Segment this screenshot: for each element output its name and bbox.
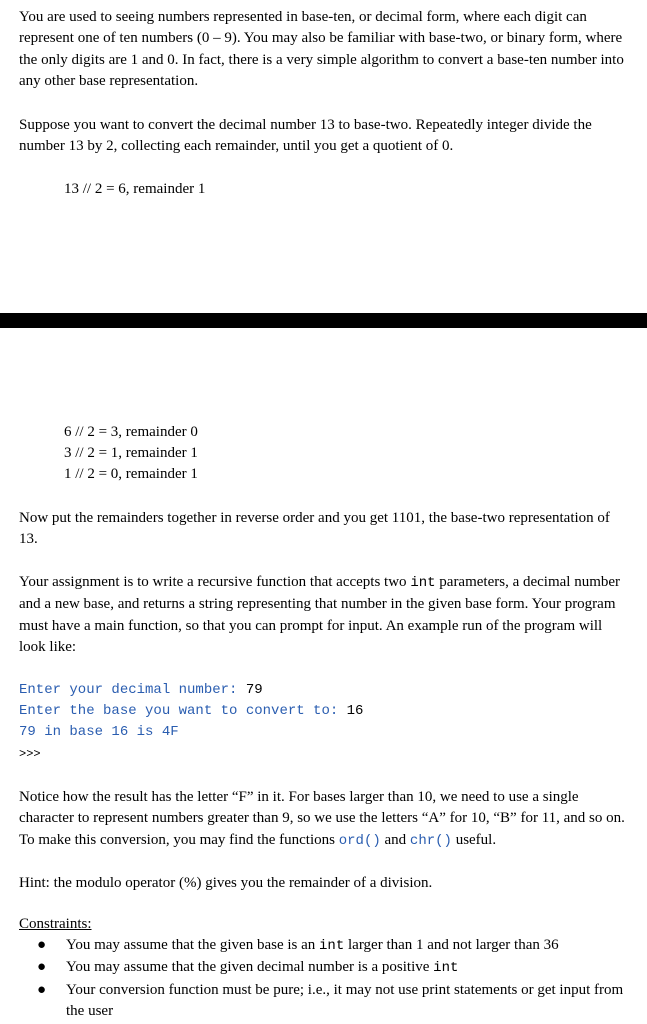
calc-step-2: 6 // 2 = 3, remainder 0: [64, 424, 198, 440]
sample-input-2: 16: [346, 703, 364, 719]
assignment-paragraph: [19, 572, 631, 659]
constraints-heading: Constraints:: [19, 916, 92, 932]
constraint-text-a: You may assume that the given decimal number is a positive: [66, 959, 434, 976]
constraint-item: [19, 935, 631, 957]
chr-function: chr(): [409, 832, 452, 849]
calc-step-3: 3 // 2 = 1, remainder 1: [64, 445, 198, 461]
example-paragraph: Suppose you want to convert the decimal number 13 to base-two. Repeatedly integer divide the number 13 by 2, collecting each remainder, until you get a quotient of 0.: [19, 117, 592, 155]
constraints-list: [19, 935, 631, 1023]
hint-paragraph: Hint: the modulo operator (%) gives you the remainder of a division.: [19, 875, 433, 891]
page-break-bar: [0, 313, 647, 328]
intro-paragraph: You are used to seeing numbers represented in base-ten, or decimal form, where each digit can represent one of ten numbers (0 – 9). You may also be familiar with base-two, or binary form, where the only digits are 1 and 0. In fact, there is a very simple algorithm to convert a base-ten number into any other base representation.: [19, 9, 624, 90]
calc-step-1: 13 // 2 = 6, remainder 1: [64, 181, 206, 197]
assignment-text-b: parameters, a decimal number and a new base, and returns a string representing that number in the given base form. Your program must have a main function, so that you can prompt for input. An example run of the program will look like:: [19, 574, 621, 656]
sample-input-1: 79: [245, 682, 263, 698]
sample-run-line-2: [19, 701, 363, 722]
constraint-text-a: Your conversion function must be pure; i.e., it may not use print statements or get input from the user: [66, 981, 624, 1020]
constraint-item: [19, 980, 631, 1023]
notice-paragraph: [19, 787, 631, 852]
notice-text-b: useful.: [451, 831, 497, 848]
bullet-icon: ●: [37, 959, 47, 976]
ord-function: ord(): [338, 832, 381, 849]
conclusion-paragraph: Now put the remainders together in reverse order and you get 1101, the base-two representation of 13.: [19, 510, 610, 548]
int-keyword: int: [319, 938, 345, 954]
int-keyword: int: [410, 575, 436, 591]
sample-prompt-2: Enter the base you want to convert to:: [19, 703, 347, 719]
constraint-text-a: You may assume that the given base is an: [66, 937, 320, 953]
bullet-icon: ●: [37, 937, 47, 953]
notice-text-a: Notice how the result has the letter “F” in it. For bases larger than 10, we need to use a single character to represent numbers greater than 9, so we use the letters “A” for 10, “B” for 11, and so on. To make this conversion, you may find the functions: [19, 789, 625, 848]
assignment-text-a: Your assignment is to write a recursive function that accepts two: [19, 574, 411, 590]
constraint-item: [19, 957, 631, 979]
sample-run-prompt-chevrons: >>>: [19, 747, 41, 761]
sample-run-line-1: [19, 680, 263, 701]
bullet-icon: ●: [37, 981, 47, 998]
calc-step-4: 1 // 2 = 0, remainder 1: [64, 466, 198, 482]
sample-run-line-3: 79 in base 16 is 4F: [19, 724, 179, 740]
notice-text-and: and: [380, 831, 410, 848]
int-keyword: int: [433, 960, 459, 977]
sample-prompt-1: Enter your decimal number:: [19, 682, 246, 698]
constraint-text-b: larger than 1 and not larger than 36: [344, 937, 559, 953]
